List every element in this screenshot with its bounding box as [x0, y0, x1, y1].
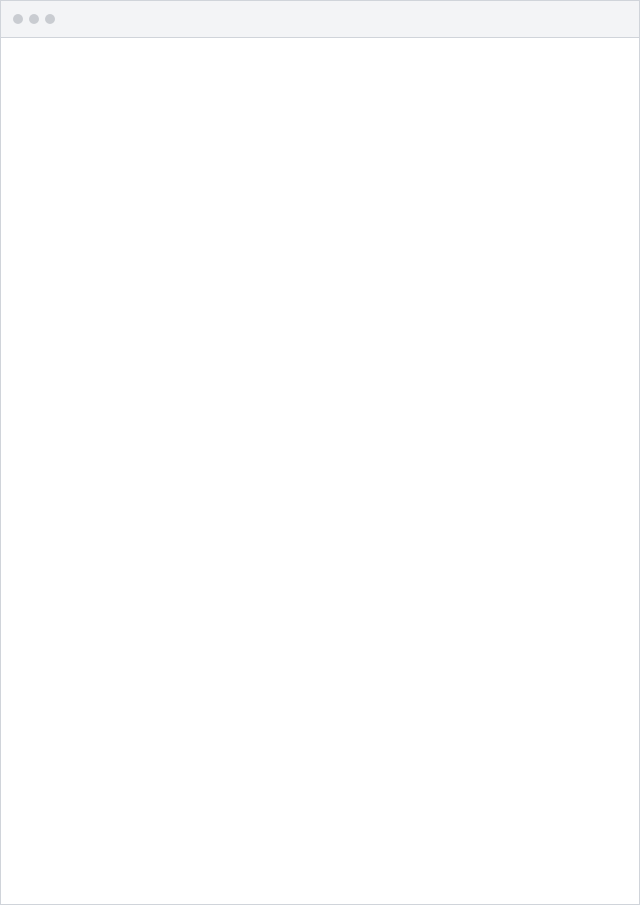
window-control-icon[interactable] — [13, 14, 23, 24]
window-control-icon[interactable] — [45, 14, 55, 24]
window-control-icon[interactable] — [29, 14, 39, 24]
main-content — [1, 38, 639, 904]
title-bar — [1, 1, 639, 38]
